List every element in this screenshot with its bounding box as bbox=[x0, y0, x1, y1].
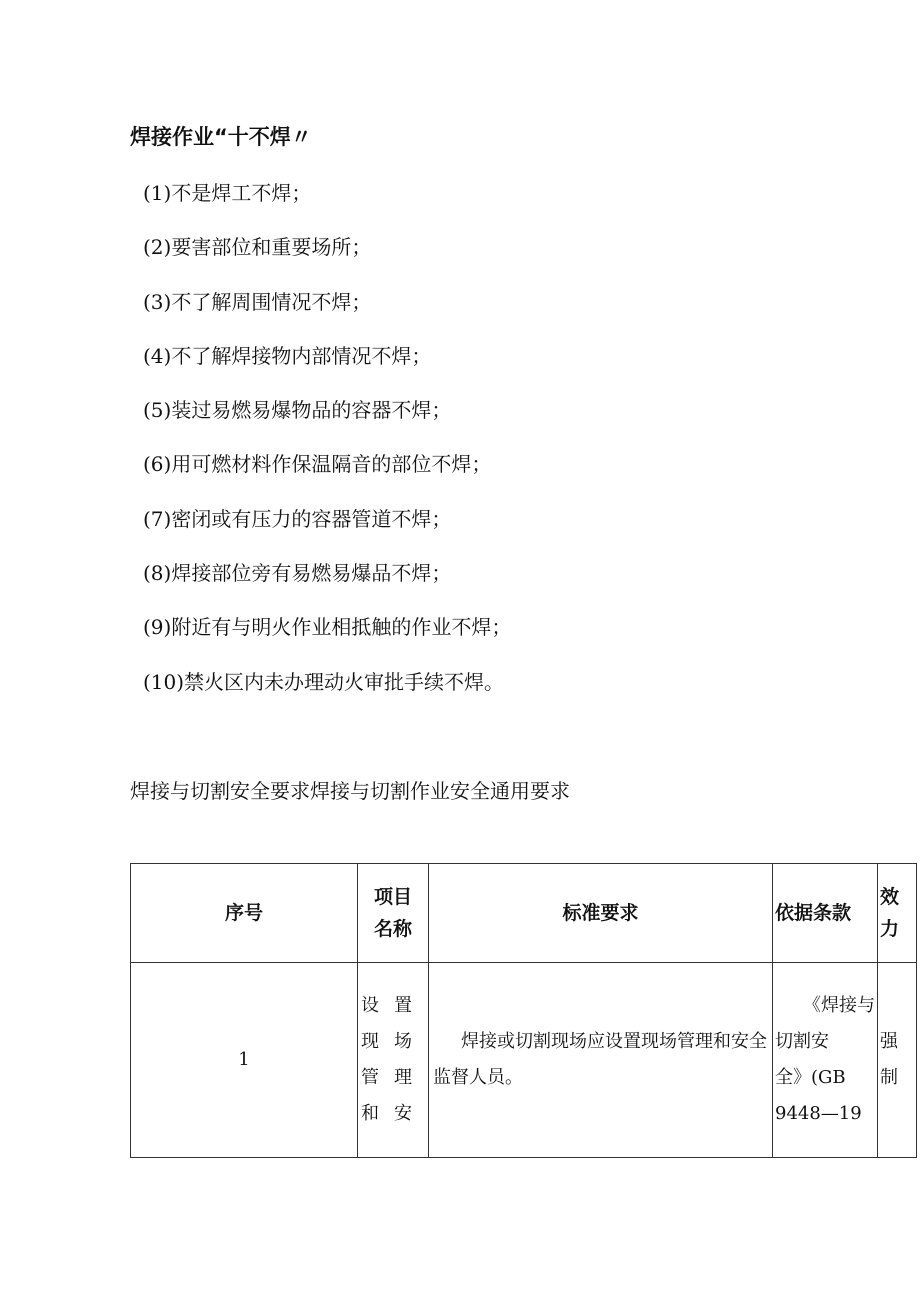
cell-item-name-line: 和安 bbox=[361, 1103, 414, 1124]
rule-item: (10)禁火区内未办理动火审批手续不焊。 bbox=[143, 669, 505, 694]
rule-item: (2)要害部位和重要场所； bbox=[143, 235, 372, 260]
rule-item: (8)焊接部位旁有易燃易爆品不焊； bbox=[143, 561, 452, 586]
header-item-name-line: 名称 bbox=[373, 918, 412, 940]
cell-effect-line: 制 bbox=[880, 1067, 898, 1088]
table-row bbox=[131, 963, 917, 1158]
cell-item-name bbox=[358, 963, 429, 1158]
header-item-name bbox=[358, 864, 429, 963]
cell-basis bbox=[773, 963, 878, 1158]
rules-list bbox=[143, 176, 511, 719]
rule-item: (4)不了解焊接物内部情况不焊； bbox=[143, 343, 432, 368]
cell-seq: 1 bbox=[131, 963, 358, 1158]
rule-item: (6)用可燃材料作保温隔音的部位不焊； bbox=[143, 452, 492, 477]
cell-basis-line: 9448—19 bbox=[775, 1103, 862, 1124]
header-effect bbox=[878, 864, 917, 963]
rule-item: (1)不是焊工不焊； bbox=[143, 181, 312, 205]
rule-item: (7)密闭或有压力的容器管道不焊； bbox=[143, 506, 452, 531]
cell-basis-line: 全》(GB bbox=[775, 1067, 846, 1088]
cell-item-name-line: 管理 bbox=[361, 1067, 414, 1088]
cell-item-name-line: 设置 bbox=[361, 995, 414, 1016]
header-basis: 依据条款 bbox=[773, 864, 878, 963]
requirements-table bbox=[130, 863, 917, 1158]
header-effect-line: 效 bbox=[880, 886, 900, 908]
rule-item: (9)附近有与明火作业相抵触的作业不焊； bbox=[143, 615, 512, 640]
cell-effect bbox=[878, 963, 917, 1158]
table-header-row bbox=[131, 864, 917, 963]
header-seq: 序号 bbox=[131, 864, 358, 963]
header-effect-line: 力 bbox=[880, 918, 900, 940]
rule-item: (3)不了解周围情况不焊； bbox=[143, 289, 372, 314]
cell-effect-line: 强 bbox=[880, 1031, 898, 1052]
cell-basis-line: 切割安 bbox=[775, 1031, 829, 1052]
header-requirement: 标准要求 bbox=[429, 864, 773, 963]
cell-basis-line: 《焊接与 bbox=[803, 995, 875, 1016]
header-item-name-line: 项目 bbox=[373, 886, 412, 908]
table-caption: 焊接与切割安全要求焊接与切割作业安全通用要求 bbox=[130, 779, 570, 803]
cell-requirement: 焊接或切割现场应设置现场管理和安全监督人员。 bbox=[429, 963, 773, 1158]
rule-item: (5)装过易燃易爆物品的容器不焊； bbox=[143, 398, 452, 423]
section-heading: 焊接作业“十不焊〃 bbox=[130, 125, 312, 149]
cell-item-name-line: 现场 bbox=[361, 1031, 414, 1052]
